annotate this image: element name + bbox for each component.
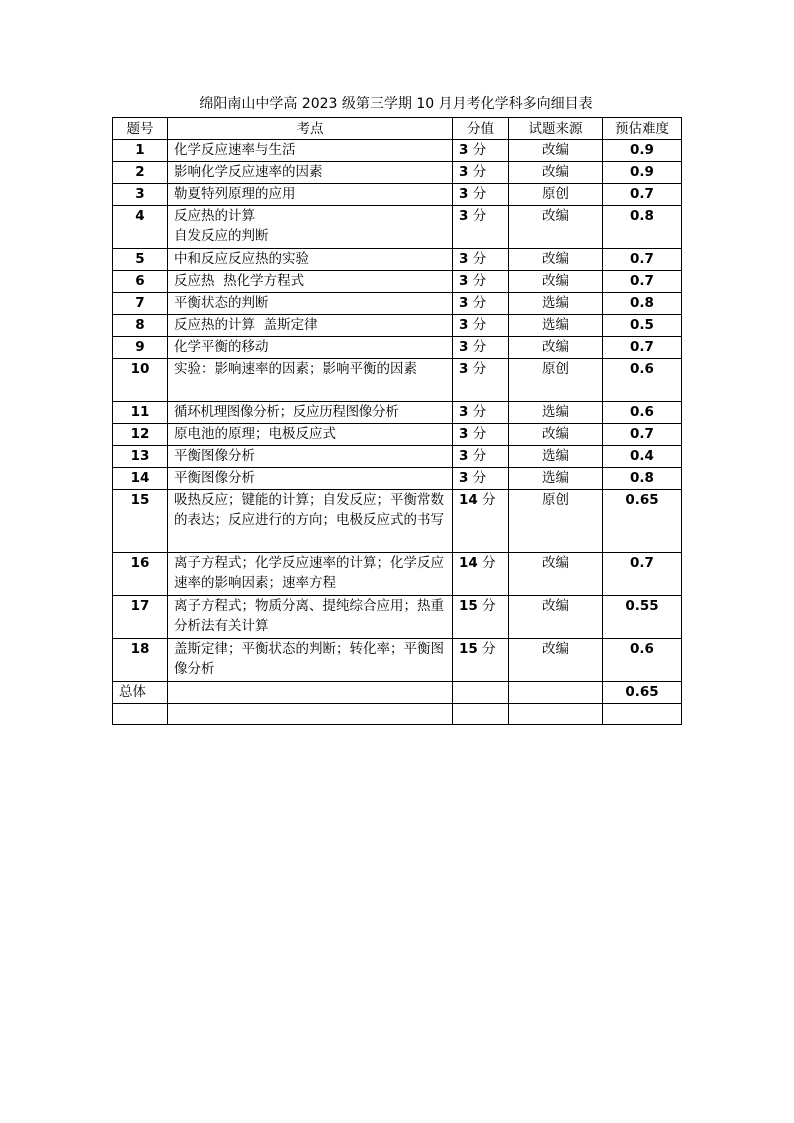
row-score-value: 3 — [459, 142, 469, 158]
blank-cell — [453, 704, 509, 725]
total-label: 总体 — [113, 682, 168, 704]
table-row — [113, 446, 682, 468]
row-score-unit: 分 — [472, 164, 487, 180]
row-source: 原创 — [509, 490, 603, 553]
row-difficulty: 0.8 — [603, 293, 682, 315]
row-difficulty: 0.7 — [603, 337, 682, 359]
row-topic: 反应热 热化学方程式 — [168, 271, 453, 293]
row-topic: 平衡图像分析 — [168, 446, 453, 468]
row-score-value: 3 — [459, 295, 469, 311]
row-topic: 循环机理图像分析；反应历程图像分析 — [168, 402, 453, 424]
row-difficulty: 0.8 — [603, 468, 682, 490]
row-score-unit: 分 — [472, 470, 487, 486]
row-score-unit: 分 — [482, 598, 496, 614]
row-topic: 反应热的计算 自发反应的判断 — [168, 206, 453, 249]
row-difficulty: 0.55 — [603, 596, 682, 639]
header-num: 题号 — [113, 118, 168, 140]
row-topic: 中和反应反应热的实验 — [168, 249, 453, 271]
row-source: 原创 — [509, 359, 603, 402]
table-row — [113, 249, 682, 271]
row-score — [453, 249, 509, 271]
row-topic: 影响化学反应速率的因素 — [168, 162, 453, 184]
row-score — [453, 490, 509, 553]
row-topic: 离子方程式；化学反应速率的计算；化学反应速率的影响因素；速率方程 — [168, 553, 453, 596]
table-row — [113, 293, 682, 315]
table-row — [113, 162, 682, 184]
row-score — [453, 468, 509, 490]
row-difficulty: 0.7 — [603, 184, 682, 206]
row-score — [453, 315, 509, 337]
row-source: 改编 — [509, 337, 603, 359]
row-num: 2 — [113, 162, 168, 184]
row-score — [453, 206, 509, 249]
row-num: 18 — [113, 639, 168, 682]
row-topic: 吸热反应；键能的计算；自发反应；平衡常数的表达；反应进行的方向；电极反应式的书写 — [168, 490, 453, 553]
row-num: 4 — [113, 206, 168, 249]
row-difficulty: 0.65 — [603, 490, 682, 553]
row-score-unit: 分 — [472, 426, 487, 442]
row-num: 11 — [113, 402, 168, 424]
row-num: 6 — [113, 271, 168, 293]
document-title: 绵阳南山中学高 2023 级第三学期 10 月月考化学科多向细目表 — [199, 96, 593, 112]
row-score-value: 3 — [459, 251, 469, 267]
row-score-value: 3 — [459, 208, 469, 224]
table-body — [113, 140, 682, 725]
row-score-value: 3 — [459, 470, 469, 486]
blank-cell — [113, 704, 168, 725]
row-num: 14 — [113, 468, 168, 490]
row-score-unit: 分 — [472, 339, 487, 355]
row-num: 12 — [113, 424, 168, 446]
table-row — [113, 596, 682, 639]
row-score-value: 3 — [459, 339, 469, 355]
row-difficulty: 0.8 — [603, 206, 682, 249]
row-score — [453, 424, 509, 446]
row-score-unit: 分 — [472, 361, 487, 377]
spec-table — [112, 117, 682, 725]
row-source: 选编 — [509, 402, 603, 424]
row-score-value: 14 — [459, 492, 478, 508]
total-row — [113, 682, 682, 704]
row-score-unit: 分 — [482, 492, 496, 508]
row-topic: 平衡图像分析 — [168, 468, 453, 490]
row-score — [453, 553, 509, 596]
table-row — [113, 553, 682, 596]
row-score — [453, 140, 509, 162]
row-source: 改编 — [509, 271, 603, 293]
row-source: 改编 — [509, 553, 603, 596]
table-row — [113, 140, 682, 162]
row-score-value: 3 — [459, 273, 469, 289]
table-row — [113, 424, 682, 446]
row-topic: 盖斯定律；平衡状态的判断；转化率；平衡图像分析 — [168, 639, 453, 682]
row-difficulty: 0.5 — [603, 315, 682, 337]
row-topic: 勒夏特列原理的应用 — [168, 184, 453, 206]
row-score-unit: 分 — [472, 317, 487, 333]
row-score — [453, 639, 509, 682]
row-score-value: 3 — [459, 317, 469, 333]
row-source: 选编 — [509, 446, 603, 468]
row-num: 8 — [113, 315, 168, 337]
row-source: 选编 — [509, 293, 603, 315]
row-score — [453, 359, 509, 402]
table-header-row — [113, 118, 682, 140]
row-difficulty: 0.7 — [603, 271, 682, 293]
row-difficulty: 0.4 — [603, 446, 682, 468]
row-score-value: 15 — [459, 598, 478, 614]
row-topic: 化学平衡的移动 — [168, 337, 453, 359]
total-source-cell — [509, 682, 603, 704]
row-num: 15 — [113, 490, 168, 553]
row-score — [453, 293, 509, 315]
row-source: 改编 — [509, 140, 603, 162]
row-difficulty: 0.7 — [603, 424, 682, 446]
table-row — [113, 184, 682, 206]
row-topic: 平衡状态的判断 — [168, 293, 453, 315]
row-score-value: 3 — [459, 426, 469, 442]
row-score-value: 15 — [459, 641, 478, 657]
row-score-unit: 分 — [472, 186, 487, 202]
table-row — [113, 315, 682, 337]
header-source: 试题来源 — [509, 118, 603, 140]
row-difficulty: 0.7 — [603, 553, 682, 596]
table-row — [113, 468, 682, 490]
row-score-unit: 分 — [472, 208, 487, 224]
table-row — [113, 490, 682, 553]
total-difficulty: 0.65 — [603, 682, 682, 704]
blank-row — [113, 704, 682, 725]
row-score — [453, 184, 509, 206]
row-source: 改编 — [509, 424, 603, 446]
blank-cell — [509, 704, 603, 725]
row-num: 16 — [113, 553, 168, 596]
row-num: 9 — [113, 337, 168, 359]
row-source: 改编 — [509, 639, 603, 682]
table-row — [113, 639, 682, 682]
row-topic: 实验：影响速率的因素；影响平衡的因素 — [168, 359, 453, 402]
row-source: 选编 — [509, 315, 603, 337]
row-score — [453, 446, 509, 468]
row-score — [453, 596, 509, 639]
row-score-unit: 分 — [472, 404, 487, 420]
row-score-unit: 分 — [482, 555, 496, 571]
table-row — [113, 271, 682, 293]
row-score-unit: 分 — [472, 273, 487, 289]
row-score-unit: 分 — [472, 295, 487, 311]
table-row — [113, 402, 682, 424]
row-num: 10 — [113, 359, 168, 402]
row-difficulty: 0.9 — [603, 140, 682, 162]
row-num: 7 — [113, 293, 168, 315]
row-difficulty: 0.6 — [603, 359, 682, 402]
row-score-value: 3 — [459, 448, 469, 464]
row-topic: 原电池的原理；电极反应式 — [168, 424, 453, 446]
header-score: 分值 — [453, 118, 509, 140]
row-topic: 反应热的计算 盖斯定律 — [168, 315, 453, 337]
row-num: 1 — [113, 140, 168, 162]
row-source: 原创 — [509, 184, 603, 206]
row-score-unit: 分 — [472, 251, 487, 267]
header-difficulty: 预估难度 — [603, 118, 682, 140]
total-score-cell — [453, 682, 509, 704]
table-row — [113, 359, 682, 402]
row-score — [453, 162, 509, 184]
table-row — [113, 337, 682, 359]
row-num: 5 — [113, 249, 168, 271]
total-topic-cell — [168, 682, 453, 704]
row-score-value: 3 — [459, 164, 469, 180]
blank-cell — [168, 704, 453, 725]
row-score-unit: 分 — [482, 641, 496, 657]
row-source: 改编 — [509, 249, 603, 271]
row-num: 17 — [113, 596, 168, 639]
row-score-unit: 分 — [472, 448, 487, 464]
row-difficulty: 0.9 — [603, 162, 682, 184]
row-score — [453, 271, 509, 293]
row-source: 改编 — [509, 596, 603, 639]
row-num: 3 — [113, 184, 168, 206]
row-source: 改编 — [509, 162, 603, 184]
row-score-value: 3 — [459, 361, 469, 377]
row-score-value: 3 — [459, 186, 469, 202]
row-topic: 化学反应速率与生活 — [168, 140, 453, 162]
row-source: 选编 — [509, 468, 603, 490]
row-num: 13 — [113, 446, 168, 468]
table-row — [113, 206, 682, 249]
row-score — [453, 337, 509, 359]
row-topic: 离子方程式；物质分离、提纯综合应用；热重分析法有关计算 — [168, 596, 453, 639]
row-score-value: 14 — [459, 555, 478, 571]
row-difficulty: 0.6 — [603, 402, 682, 424]
header-topic: 考点 — [168, 118, 453, 140]
row-source: 改编 — [509, 206, 603, 249]
row-difficulty: 0.6 — [603, 639, 682, 682]
row-difficulty: 0.7 — [603, 249, 682, 271]
blank-cell — [603, 704, 682, 725]
row-score — [453, 402, 509, 424]
row-score-unit: 分 — [472, 142, 487, 158]
row-score-value: 3 — [459, 404, 469, 420]
